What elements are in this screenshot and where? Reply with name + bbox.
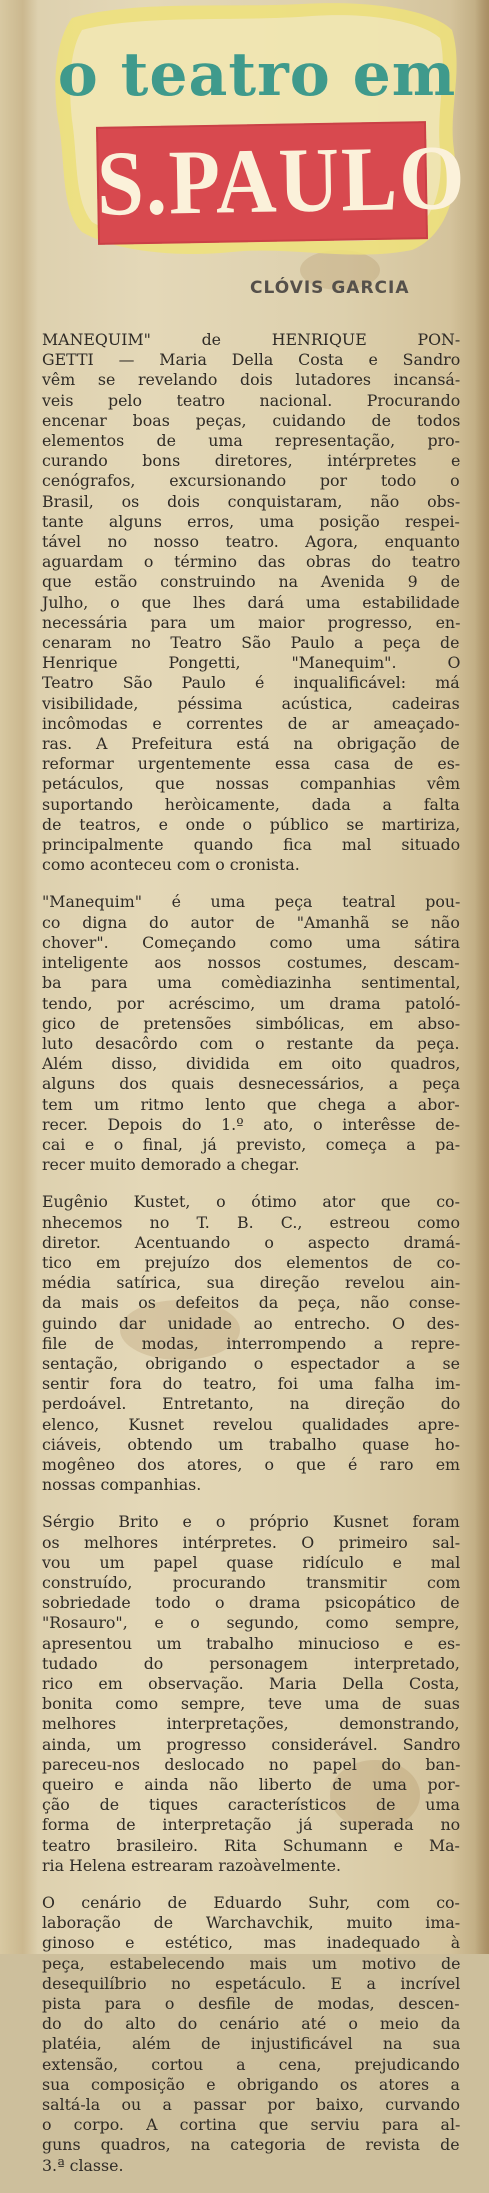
text-line: como aconteceu com o cronista. — [42, 855, 300, 875]
text-line: incômodas e correntes de ar ameaçado- — [42, 713, 460, 733]
text-line: laboração de Warchavchik, muito ima- — [42, 1913, 461, 1933]
text-line: queiro e ainda não liberto de uma por- — [42, 1775, 461, 1795]
paper-edge-right — [475, 0, 489, 1954]
text-line: GETTI — Maria Della Costa e Sandro — [42, 350, 461, 370]
text-line: tável no nosso teatro. Agora, enquanto — [42, 532, 460, 552]
text-line: Teatro São Paulo é inqualificável: má — [42, 673, 460, 693]
text-line: pista para o desfile de modas, descen- — [42, 1994, 460, 2014]
text-line: cenaram no Teatro São Paulo a peça de — [42, 633, 460, 653]
text-line: saltá-la ou a passar por baixo, curvando — [42, 2095, 461, 2115]
article-paragraph — [42, 1512, 460, 1876]
text-line: guindo dar unidade ao entrecho. O des- — [42, 1313, 460, 1333]
article-paragraph — [42, 1192, 460, 1495]
text-line: recer muito demorado a chegar. — [42, 1155, 300, 1175]
masthead-title-main: S.PAULO — [96, 126, 468, 236]
text-line: Eugênio Kustet, o ótimo ator que co- — [42, 1192, 460, 1212]
text-line: file de modas, interrompendo a repre- — [42, 1333, 461, 1353]
text-line: tante alguns erros, uma posição respei- — [42, 511, 460, 531]
text-line: co digna do autor de "Amanhã se não — [42, 912, 460, 932]
article-paragraph — [42, 330, 460, 875]
text-line: tico em prejuízo dos elementos de co- — [42, 1252, 461, 1272]
text-line: tem um ritmo lento que chega a abor- — [42, 1094, 460, 1114]
text-line: Henrique Pongetti, "Manequim". O — [42, 653, 461, 673]
text-line: diretor. Acentuando o aspecto dramá- — [42, 1232, 461, 1252]
text-line: elenco, Kusnet revelou qualidades apre- — [42, 1414, 460, 1434]
text-line: Brasil, os dois conquistaram, não obs- — [42, 491, 461, 511]
text-line: Sérgio Brito e o próprio Kusnet foram — [42, 1512, 460, 1532]
text-line: pareceu-nos deslocado no papel do ban- — [42, 1754, 461, 1774]
text-line: sentação, obrigando o espectador a se — [42, 1353, 460, 1373]
text-line: encenar boas peças, cuidando de todos — [42, 410, 461, 430]
text-line: apresentou um trabalho minucioso e es- — [42, 1633, 461, 1653]
text-line: vêm se revelando dois lutadores incansá- — [42, 370, 461, 390]
text-line: "Rosauro", e o segundo, como sempre, — [42, 1613, 460, 1633]
text-line: gico de pretensões simbólicas, em abso- — [42, 1013, 461, 1033]
text-line: necessária para um maior progresso, en- — [42, 612, 461, 632]
text-line: petáculos, que nossas companhias vêm — [42, 774, 461, 794]
text-line: "Manequim" é uma peça teatral pou- — [42, 892, 461, 912]
text-line: Além disso, dividida em oito quadros, — [42, 1054, 461, 1074]
text-line: MANEQUIM" de HENRIQUE PON- — [42, 330, 461, 349]
text-line: vou um papel quase ridículo e mal — [42, 1552, 461, 1572]
article-paragraph — [42, 892, 460, 1175]
text-line: luto desacôrdo com o restante da peça. — [42, 1033, 460, 1053]
text-line: alguns dos quais desnecessários, a peça — [42, 1074, 461, 1094]
text-line: ginoso e estético, mas inadequado à — [42, 1933, 461, 1953]
text-line: rico em observação. Maria Della Costa, — [42, 1674, 460, 1693]
text-line: visibilidade, péssima acústica, cadeiras — [42, 693, 460, 713]
text-line: nhecemos no T. B. C., estreou como — [42, 1212, 460, 1232]
text-line: veis pelo teatro nacional. Procurando — [42, 390, 461, 410]
text-line: o corpo. A cortina que serviu para al- — [42, 2115, 461, 2135]
text-line: guns quadros, na categoria de revista de — [42, 2135, 460, 2155]
masthead-title-box — [96, 121, 468, 245]
text-line: forma de interpretação já superada no — [42, 1815, 461, 1835]
text-line: desequilíbrio no espetáculo. E a incrível — [42, 1973, 461, 1993]
text-line: os melhores intérpretes. O primeiro sal- — [42, 1532, 461, 1552]
paper-edge-left — [0, 0, 38, 1954]
text-line: nossas companhias. — [42, 1475, 202, 1495]
text-line: mogêneo dos atores, o que é raro em — [42, 1454, 461, 1474]
text-line: 3.ª classe. — [42, 2155, 124, 2175]
text-line: elementos de uma representação, pro- — [42, 431, 460, 451]
text-line: suportando heròicamente, dada a falta — [42, 794, 460, 814]
text-line: cai e o final, já previsto, começa a pa- — [42, 1134, 461, 1154]
text-line: construído, procurando transmitir com — [42, 1572, 461, 1592]
text-line: perdoável. Entretanto, na direção do — [42, 1394, 461, 1414]
text-line: ras. A Prefeitura está na obrigação de — [42, 734, 460, 754]
text-line: reformar urgentemente essa casa de es- — [42, 754, 461, 774]
text-line: ainda, um progresso considerável. Sandro — [42, 1734, 461, 1754]
text-line: média satírica, sua direção revelou ain- — [42, 1273, 461, 1293]
text-line: ba para uma comèdiazinha sentimental, — [42, 973, 461, 993]
text-line: teatro brasileiro. Rita Schumann e Ma- — [42, 1835, 460, 1855]
text-line: ria Helena estrearam razoàvelmente. — [42, 1855, 342, 1875]
text-line: da mais os defeitos da peça, não conse- — [42, 1293, 461, 1313]
text-line: sua composição e obrigando os atores a — [42, 2074, 460, 2094]
text-line: platéia, além de injustificável na sua — [42, 2034, 461, 2054]
text-line: tendo, por acréscimo, um drama patoló- — [42, 993, 461, 1013]
text-line: que estão construindo na Avenida 9 de — [42, 572, 460, 592]
article-paragraph — [42, 1893, 460, 2176]
text-line: chover". Começando como uma sátira — [42, 932, 461, 952]
text-line: inteligente aos nossos costumes, descam- — [42, 953, 460, 973]
text-line: recer. Depois do 1.º ato, o interêsse de- — [42, 1114, 460, 1134]
text-line: melhores interpretações, demonstrando, — [42, 1714, 460, 1734]
text-line: aguardam o término das obras do teatro — [42, 552, 461, 572]
text-line: de teatros, e onde o público se martiriza, — [42, 814, 461, 834]
text-line: curando bons diretores, intérpretes e — [42, 451, 461, 471]
byline: CLÓVIS GARCIA — [250, 278, 410, 298]
text-line: ção de tiques característicos de uma — [42, 1795, 460, 1815]
column-masthead — [52, 0, 468, 260]
text-line: sentir fora do teatro, foi uma falha im- — [42, 1374, 461, 1394]
text-line: peça, estabelecendo mais um motivo de — [42, 1953, 461, 1973]
text-line: Julho, o que lhes dará uma estabilidade — [42, 592, 460, 612]
text-line: O cenário de Eduardo Suhr, com co- — [42, 1893, 460, 1913]
text-line: tudado do personagem interpretado, — [42, 1653, 460, 1673]
article-body — [42, 330, 460, 2193]
text-line: extensão, cortou a cena, prejudicando — [42, 2054, 460, 2074]
text-line: cenógrafos, excursionando por todo o — [42, 471, 460, 491]
text-line: bonita como sempre, teve uma de suas — [42, 1694, 460, 1714]
text-line: do do alto do cenário até o meio da — [42, 2014, 461, 2034]
text-line: ciáveis, obtendo um trabalho quase ho- — [42, 1434, 460, 1454]
masthead-title-top: o teatro em — [57, 40, 457, 110]
text-line: principalmente quando fica mal situado — [42, 835, 461, 855]
text-line: sobriedade todo o drama psicopático de — [42, 1593, 460, 1613]
